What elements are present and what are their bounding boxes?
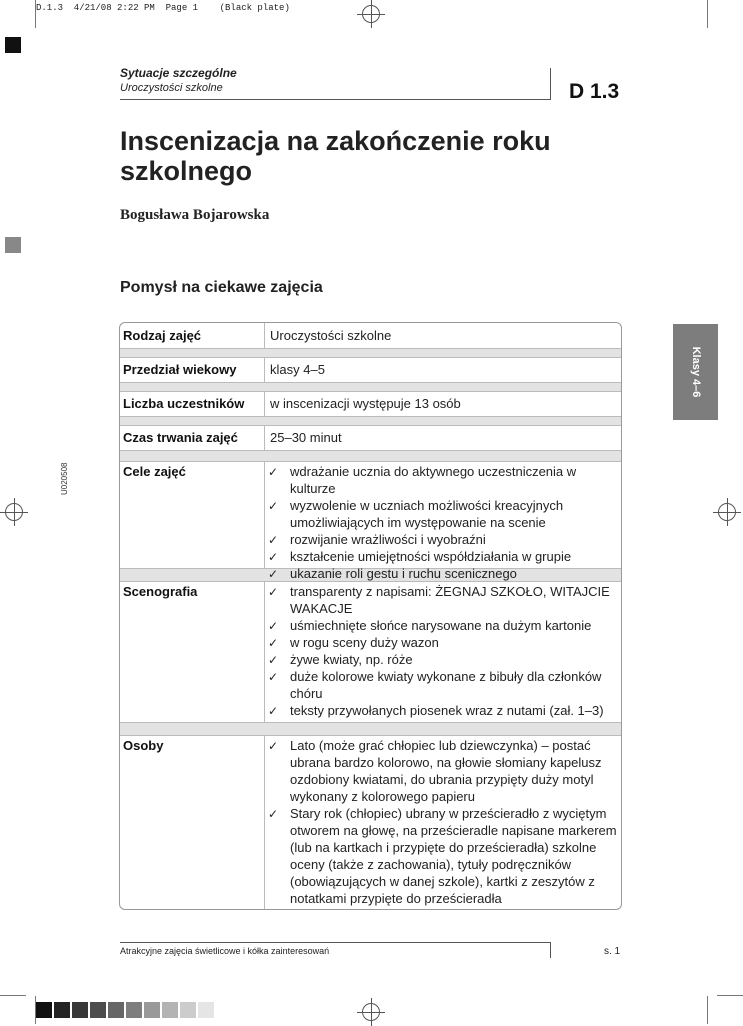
subsection-title: Uroczystości szkolne <box>120 82 223 94</box>
side-tab-label: Klasy 4–6 <box>689 346 702 398</box>
scenography-list <box>268 583 618 719</box>
footer-rule <box>120 942 550 943</box>
row-value-czas: 25–30 minut <box>270 430 342 445</box>
row-label-osoby: Osoby <box>123 738 164 753</box>
registration-mark-icon <box>5 503 23 521</box>
section-title: Sytuacje szczególne <box>120 66 237 80</box>
subtitle: Pomysł na ciekawe zajęcia <box>120 279 323 296</box>
row-value-rodzaj: Uroczystości szkolne <box>270 328 392 343</box>
page-number: s. 1 <box>604 946 621 957</box>
side-tab <box>673 324 718 420</box>
color-swatch <box>90 1002 106 1018</box>
list-item: ✓ transparenty z napisami: ŻEGNAJ SZKOŁO, WITAJCIE WAKACJE <box>268 583 618 617</box>
info-table <box>119 322 622 910</box>
footer-text: Atrakcyjne zajęcia świetlicowe i kółka zainteresowań <box>120 946 330 956</box>
list-item: ✓ wdrażanie ucznia do aktywnego uczestniczenia w kulturze <box>268 463 618 497</box>
footer-rule-vertical <box>550 942 551 958</box>
print-slug: D.1.3 4/21/08 2:22 PM Page 1 (Black plate) <box>36 3 290 13</box>
list-item: ✓ ukazanie roli gestu i ruchu scenicznego <box>268 565 618 582</box>
color-swatch <box>36 1002 52 1018</box>
black-marker <box>5 37 21 53</box>
row-label-rodzaj: Rodzaj zajęć <box>123 328 202 343</box>
color-swatch <box>108 1002 124 1018</box>
color-swatch <box>180 1002 196 1018</box>
list-item: ✓ w rogu sceny duży wazon <box>268 634 618 651</box>
color-swatch <box>72 1002 88 1018</box>
goals-list <box>268 463 618 582</box>
row-label-czas: Czas trwania zajęć <box>123 430 238 445</box>
row-value-liczba: w inscenizacji występuje 13 osób <box>270 396 461 411</box>
row-label-przedzial: Przedział wiekowy <box>123 362 237 377</box>
registration-mark-icon <box>362 5 380 23</box>
registration-mark-icon <box>718 503 736 521</box>
page-title: Inscenizacja na zakończenie roku szkolnego <box>120 126 551 186</box>
list-item: ✓ żywe kwiaty, np. róże <box>268 651 618 668</box>
crop-mark <box>35 0 36 28</box>
list-item: ✓ wyzwolenie w uczniach możliwości kreacyjnych umożliwiających im występowanie na scenie <box>268 497 618 531</box>
list-item: ✓ rozwijanie wrażliwości i wyobraźni <box>268 531 618 548</box>
color-swatch <box>126 1002 142 1018</box>
row-label-scenografia: Scenografia <box>123 584 198 599</box>
crop-mark <box>717 995 743 996</box>
registration-mark-icon <box>362 1003 380 1021</box>
list-item: ✓ teksty przywołanych piosenek wraz z nutami (zał. 1–3) <box>268 702 618 719</box>
list-item: ✓ duże kolorowe kwiaty wykonane z bibuły dla członków chóru <box>268 668 618 702</box>
persons-list <box>268 737 618 907</box>
vertical-code: U020508 <box>60 462 69 495</box>
row-label-cele: Cele zajęć <box>123 464 186 479</box>
list-item: ✓ kształcenie umiejętności współdziałania w grupie <box>268 548 618 565</box>
crop-mark <box>707 0 708 28</box>
crop-mark <box>707 996 708 1024</box>
author: Bogusława Bojarowska <box>120 207 270 223</box>
header-rule <box>120 99 550 100</box>
color-swatch <box>54 1002 70 1018</box>
list-item: ✓ Lato (może grać chłopiec lub dziewczynka) – postać ubrana bardzo kolorowo, na głowie słomiany kapelusz ozdobiony kwiatami, do ubrania przypięty duży motyl wykonany z kolorowego papieru <box>268 737 618 805</box>
color-swatch <box>198 1002 214 1018</box>
color-swatch <box>144 1002 160 1018</box>
list-item: ✓ uśmiechnięte słońce narysowane na dużym kartonie <box>268 617 618 634</box>
header-rule-vertical <box>550 68 551 100</box>
list-item: ✓ Stary rok (chłopiec) ubrany w prześcieradło z wyciętym otworem na głowę, na prześcieradle napisane markerem (lub na kartkach i przypięte do prześcieradła) szkolne oceny (także z zachowania), tytuły podręczników (obowiązujących w danej szkole), kartki z zeszytów z notatkami przypięte do prześcieradła <box>268 805 618 907</box>
gray-marker <box>5 237 21 253</box>
document-code: D 1.3 <box>569 80 620 103</box>
row-label-liczba: Liczba uczestników <box>123 396 245 411</box>
color-swatch <box>162 1002 178 1018</box>
crop-mark <box>0 995 26 996</box>
table-spacer <box>120 722 621 736</box>
row-value-przedzial: klasy 4–5 <box>270 362 325 377</box>
